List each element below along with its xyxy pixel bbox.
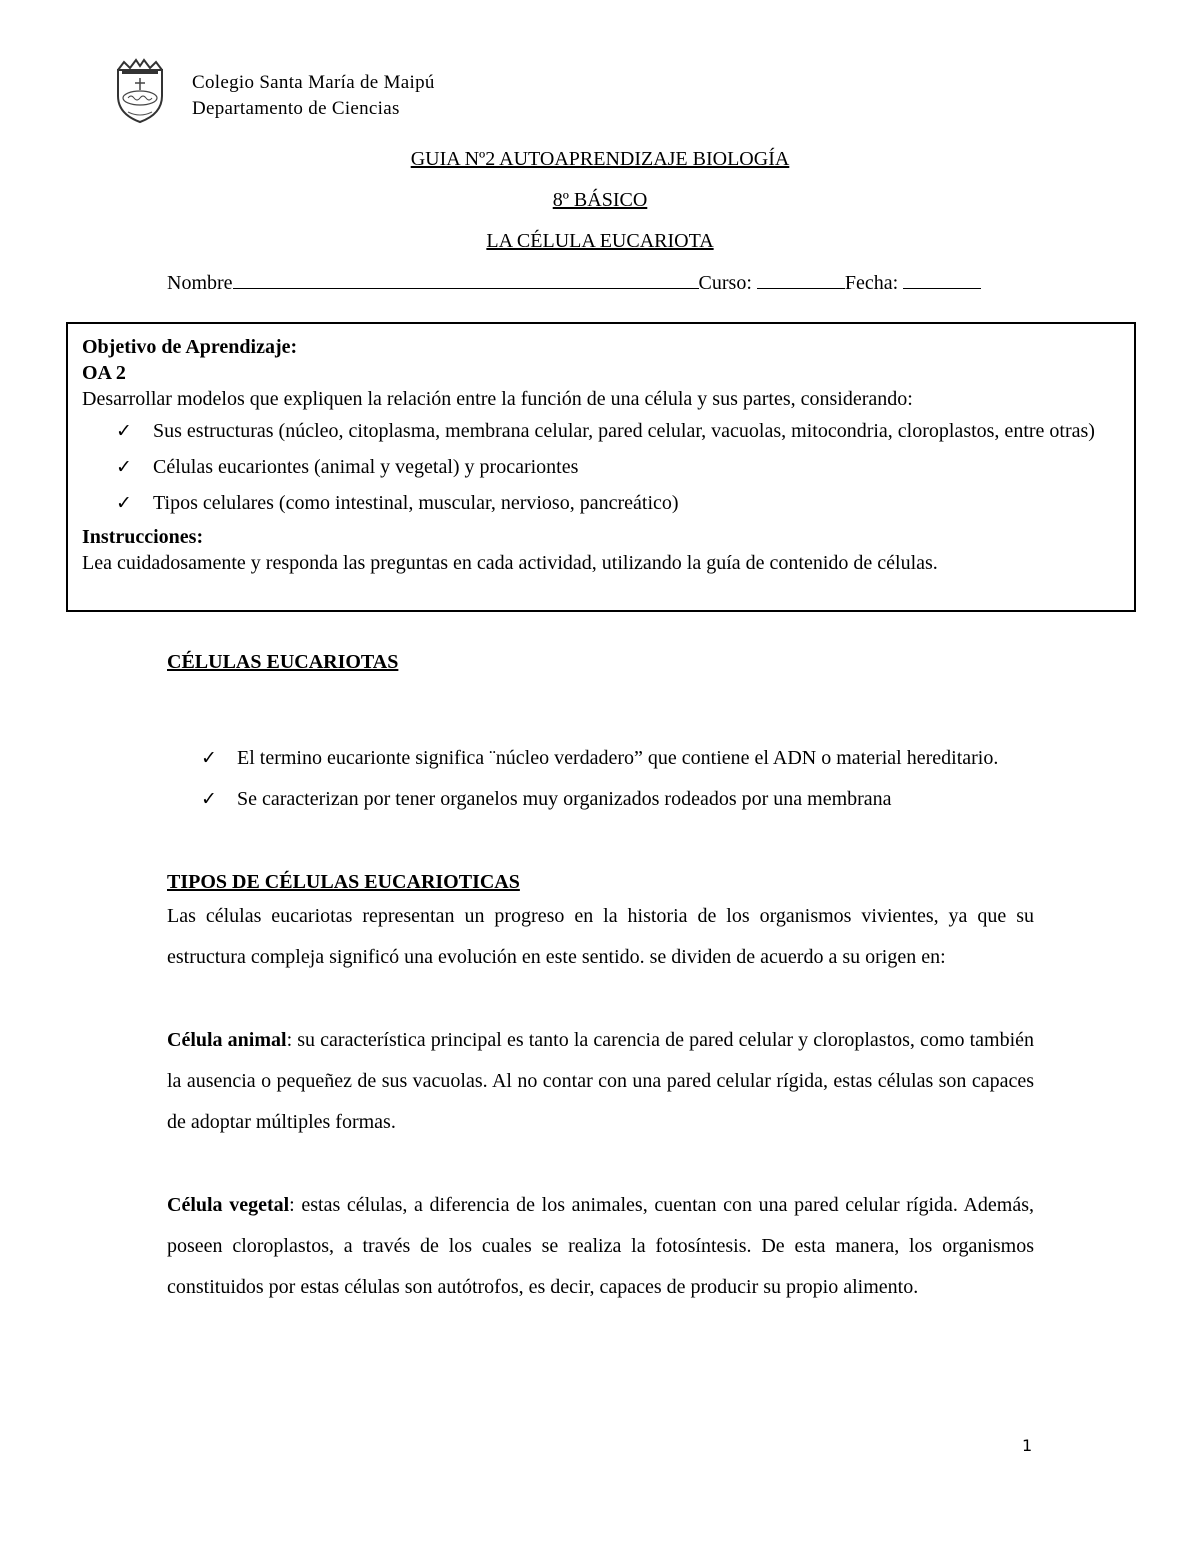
eucariotas-bullet-list <box>167 738 1034 820</box>
animal-cell-text: : su característica principal es tanto la carencia de pared celular y cloroplastos, como también la ausencia o pequeñez de sus vacuolas. Al no contar con una pared celular rígida, estas células son capaces de adoptar múltiples formas. <box>167 1029 1035 1133</box>
plant-cell-text: : estas células, a diferencia de los animales, cuentan con una pared celular rígida. Además, poseen cloroplastos, a través de los cuales se realiza la fotosíntesis. De esta manera, los organismos constituidos por estas células son autótrofos, es decir, capaces de producir su propio alimento. <box>167 1194 1034 1298</box>
objective-item-text: Tipos celulares (como intestinal, muscular, nervioso, pancreático) <box>153 492 679 514</box>
objective-item-text: Sus estructuras (núcleo, citoplasma, membrana celular, pared celular, vacuolas, mitocondria, cloroplastos, entre otras) <box>153 420 1095 442</box>
topic-title: LA CÉLULA EUCARIOTA <box>486 230 714 252</box>
name-blank[interactable] <box>233 270 699 289</box>
animal-cell-term: Célula animal <box>167 1029 287 1051</box>
objective-description: Desarrollar modelos que expliquen la relación entre la función de una célula y sus partes, considerando: <box>82 388 913 410</box>
instructions-text: Lea cuidadosamente y responda las preguntas en cada actividad, utilizando la guía de contenido de células. <box>82 552 938 574</box>
school-crest-icon <box>114 56 166 124</box>
department-name: Departamento de Ciencias <box>192 98 400 119</box>
objective-box <box>66 322 1136 612</box>
objective-item <box>82 416 1120 447</box>
checkmark-icon: ✓ <box>116 420 132 442</box>
checkmark-icon: ✓ <box>116 492 132 514</box>
checkmark-icon: ✓ <box>201 747 217 769</box>
checkmark-icon: ✓ <box>201 788 217 810</box>
course-blank[interactable] <box>757 270 845 289</box>
section-heading-tipos: TIPOS DE CÉLULAS EUCARIOTICAS <box>167 871 520 893</box>
plant-cell-paragraph <box>167 1185 1034 1308</box>
plant-cell-term: Célula vegetal <box>167 1194 290 1216</box>
main-content <box>167 648 1034 1308</box>
bullet-item <box>167 779 1034 820</box>
objective-item <box>82 452 1120 483</box>
objective-item-text: Células eucariontes (animal y vegetal) y procariontes <box>153 456 579 478</box>
guide-title: GUIA Nº2 AUTOAPRENDIZAJE BIOLOGÍA <box>410 148 790 170</box>
bullet-text: El termino eucarionte significa ¨núcleo verdadero” que contiene el ADN o material hereditario. <box>237 747 999 769</box>
intro-paragraph: Las células eucariotas representan un progreso en la historia de los organismos vivientes, ya que su estructura compleja significó una evolución en este sentido. se dividen de acuerdo a su origen en: <box>167 905 1034 968</box>
section-heading-eucariotas: CÉLULAS EUCARIOTAS <box>167 651 399 673</box>
school-header <box>192 70 435 122</box>
date-blank[interactable] <box>903 270 981 289</box>
name-label: Nombre <box>167 272 233 294</box>
page-number: 1 <box>1022 1436 1033 1455</box>
checkmark-icon: ✓ <box>116 456 132 478</box>
objective-item <box>82 488 1120 519</box>
instructions-heading: Instrucciones: <box>82 526 204 548</box>
objective-code: OA 2 <box>82 362 126 384</box>
bullet-item <box>167 738 1034 779</box>
objective-heading: Objetivo de Aprendizaje: <box>82 336 298 358</box>
date-label: Fecha: <box>844 272 904 294</box>
student-info-row <box>167 270 981 295</box>
course-label: Curso: <box>698 272 757 294</box>
animal-cell-paragraph <box>167 1020 1034 1143</box>
bullet-text: Se caracterizan por tener organelos muy organizados rodeados por una membrana <box>237 788 892 810</box>
level-title: 8º BÁSICO <box>552 189 648 211</box>
objective-list <box>82 416 1120 519</box>
school-name: Colegio Santa María de Maipú <box>192 72 435 93</box>
